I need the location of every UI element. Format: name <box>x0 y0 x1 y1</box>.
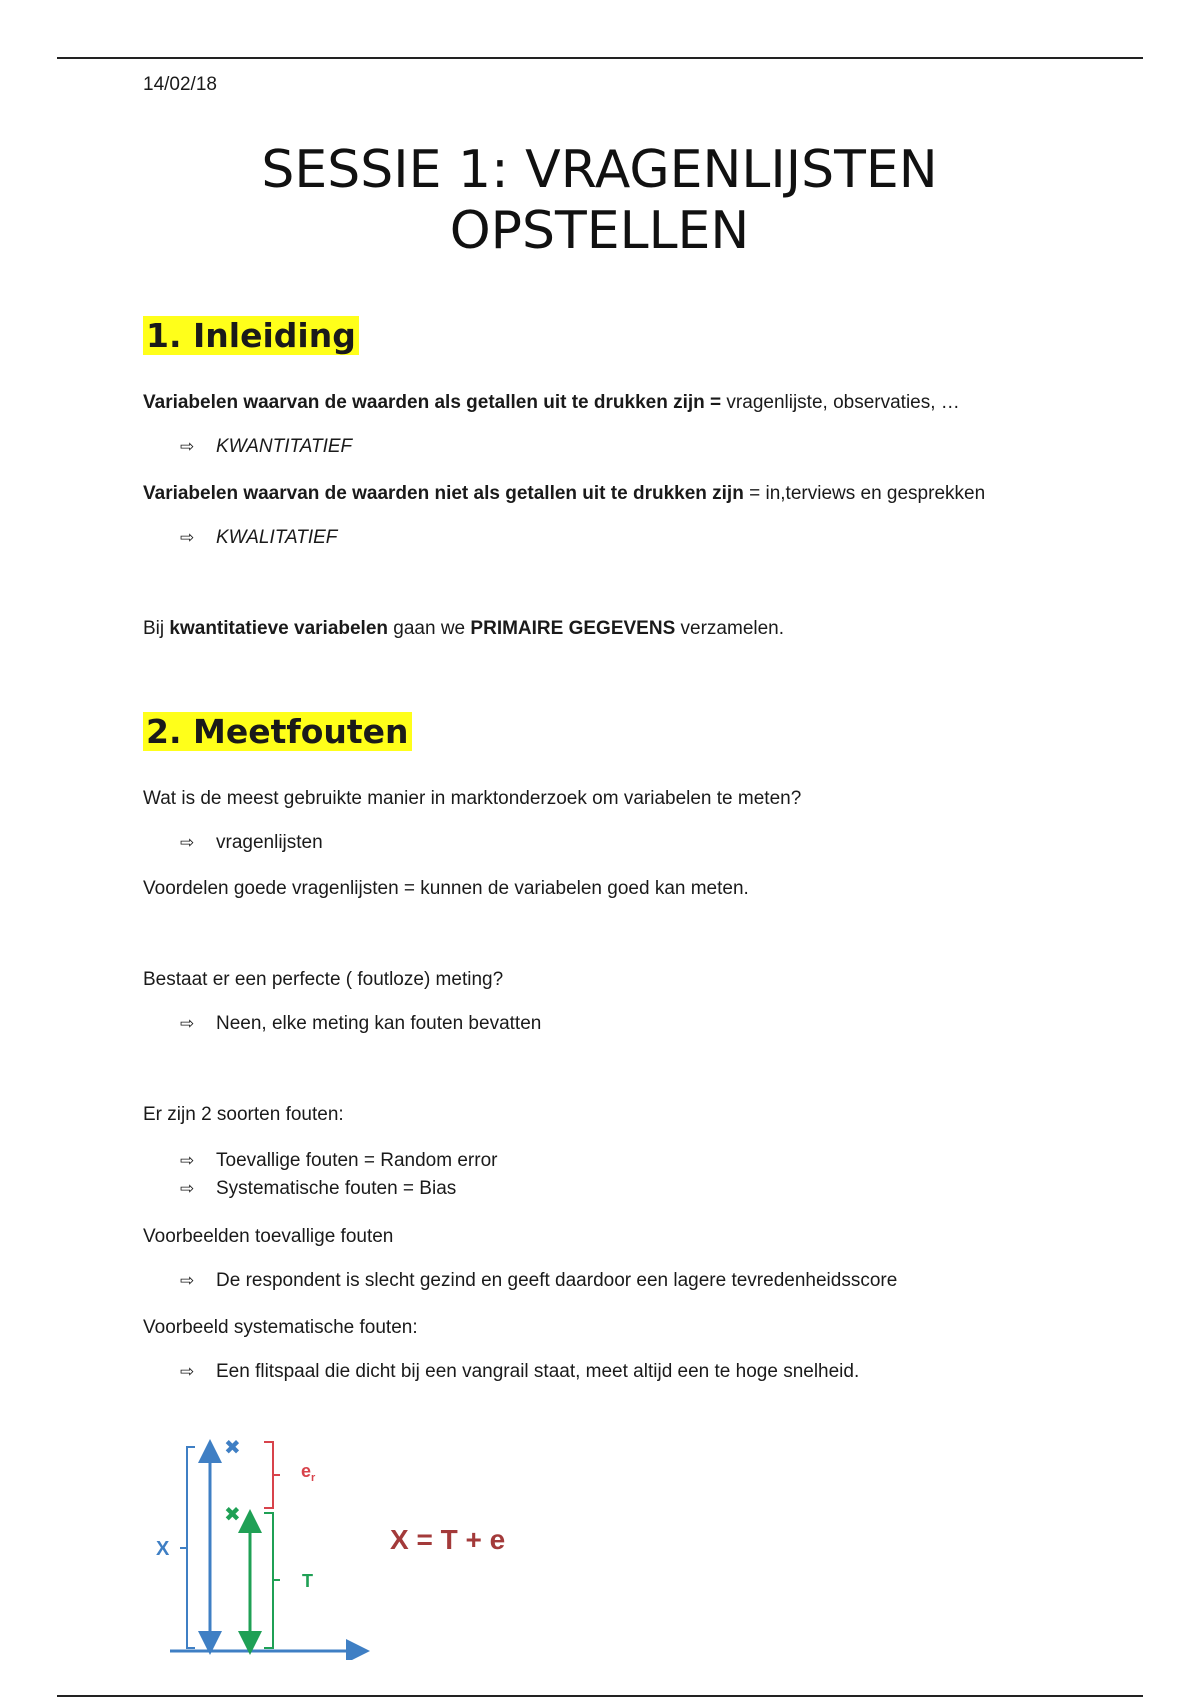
list-item-text: KWALITATIEF <box>216 527 338 548</box>
plain-text: gaan we <box>388 618 471 639</box>
list-item <box>180 831 323 855</box>
observed-point-icon: ✖ <box>224 1435 241 1459</box>
arrow-icon: ⇨ <box>180 1362 195 1381</box>
list-item-text: KWANTITATIEF <box>216 436 353 457</box>
title-line-2: OPSTELLEN <box>449 201 750 261</box>
title-line-1: SESSIE 1: VRAGENLIJSTEN <box>261 140 938 200</box>
page-title <box>143 140 1056 262</box>
paragraph-kwalitatief-definition <box>143 482 985 506</box>
plain-text: verzamelen. <box>675 618 785 639</box>
bold-text: PRIMAIRE GEGEVENS <box>470 618 676 639</box>
section-heading-meetfouten <box>143 713 412 751</box>
label-error <box>301 1461 316 1484</box>
paragraph-kwantitatief-definition <box>143 391 960 415</box>
list-item <box>180 435 352 459</box>
true-point-icon: ✖ <box>224 1502 241 1526</box>
arrow-icon: ⇨ <box>180 1014 195 1033</box>
list-item <box>180 1149 497 1173</box>
true-bracket <box>264 1513 273 1648</box>
list-item-text: Neen, elke meting kan fouten bevatten <box>216 1013 542 1034</box>
measurement-error-diagram <box>150 1425 530 1660</box>
label-error-sub: r <box>311 1472 316 1484</box>
list-item <box>180 1360 859 1384</box>
list-item-text: Een flitspaal die dicht bij een vangrail staat, meet altijd een te hoge snelheid. <box>216 1361 860 1382</box>
paragraph: Er zijn 2 soorten fouten: <box>143 1104 344 1125</box>
question-paragraph: Wat is de meest gebruikte manier in marktonderzoek om variabelen te meten? <box>143 788 802 809</box>
list-item-text: De respondent is slecht gezind en geeft daardoor een lagere tevredenheidsscore <box>216 1270 898 1291</box>
error-bracket <box>264 1442 273 1508</box>
paragraph: Voordelen goede vragenlijsten = kunnen de variabelen goed kan meten. <box>143 878 749 899</box>
list-item-text: Systematische fouten = Bias <box>216 1178 457 1199</box>
label-error-main: e <box>301 1461 312 1481</box>
arrow-icon: ⇨ <box>180 528 195 547</box>
list-item <box>180 1012 541 1036</box>
paragraph: Voorbeeld systematische fouten: <box>143 1317 418 1338</box>
list-item-text: vragenlijsten <box>216 832 323 853</box>
bold-text: Variabelen waarvan de waarden als getallen uit te drukken zijn = <box>143 392 722 413</box>
bold-text: kwantitatieve variabelen <box>169 618 389 639</box>
bold-text: Variabelen waarvan de waarden niet als getallen uit te drukken zijn <box>143 483 744 504</box>
section-heading-text: 1. Inleiding <box>143 316 359 355</box>
paragraph: Voorbeelden toevallige fouten <box>143 1226 394 1247</box>
label-x: X <box>156 1538 170 1560</box>
arrow-icon: ⇨ <box>180 1271 195 1290</box>
x-bracket <box>187 1447 195 1648</box>
question-paragraph: Bestaat er een perfecte ( foutloze) meting? <box>143 969 504 990</box>
plain-text: = in,terviews en gesprekken <box>743 483 986 504</box>
plain-text: Bij <box>143 618 170 639</box>
list-item <box>180 1177 456 1201</box>
arrow-icon: ⇨ <box>180 1151 195 1170</box>
arrow-icon: ⇨ <box>180 437 195 456</box>
label-t: T <box>302 1571 313 1591</box>
plain-text: vragenlijste, observaties, … <box>721 392 960 413</box>
section-heading-text: 2. Meetfouten <box>143 712 412 751</box>
list-item <box>180 526 337 550</box>
formula: X = T + e <box>390 1524 506 1555</box>
section-heading-inleiding <box>143 317 359 355</box>
bottom-rule <box>57 1695 1143 1697</box>
document-date: 14/02/18 <box>143 74 217 95</box>
paragraph-primaire-gegevens <box>143 617 784 641</box>
arrow-icon: ⇨ <box>180 1179 195 1198</box>
list-item-text: Toevallige fouten = Random error <box>216 1150 498 1171</box>
list-item <box>180 1269 897 1293</box>
arrow-icon: ⇨ <box>180 833 195 852</box>
top-rule <box>57 57 1143 59</box>
